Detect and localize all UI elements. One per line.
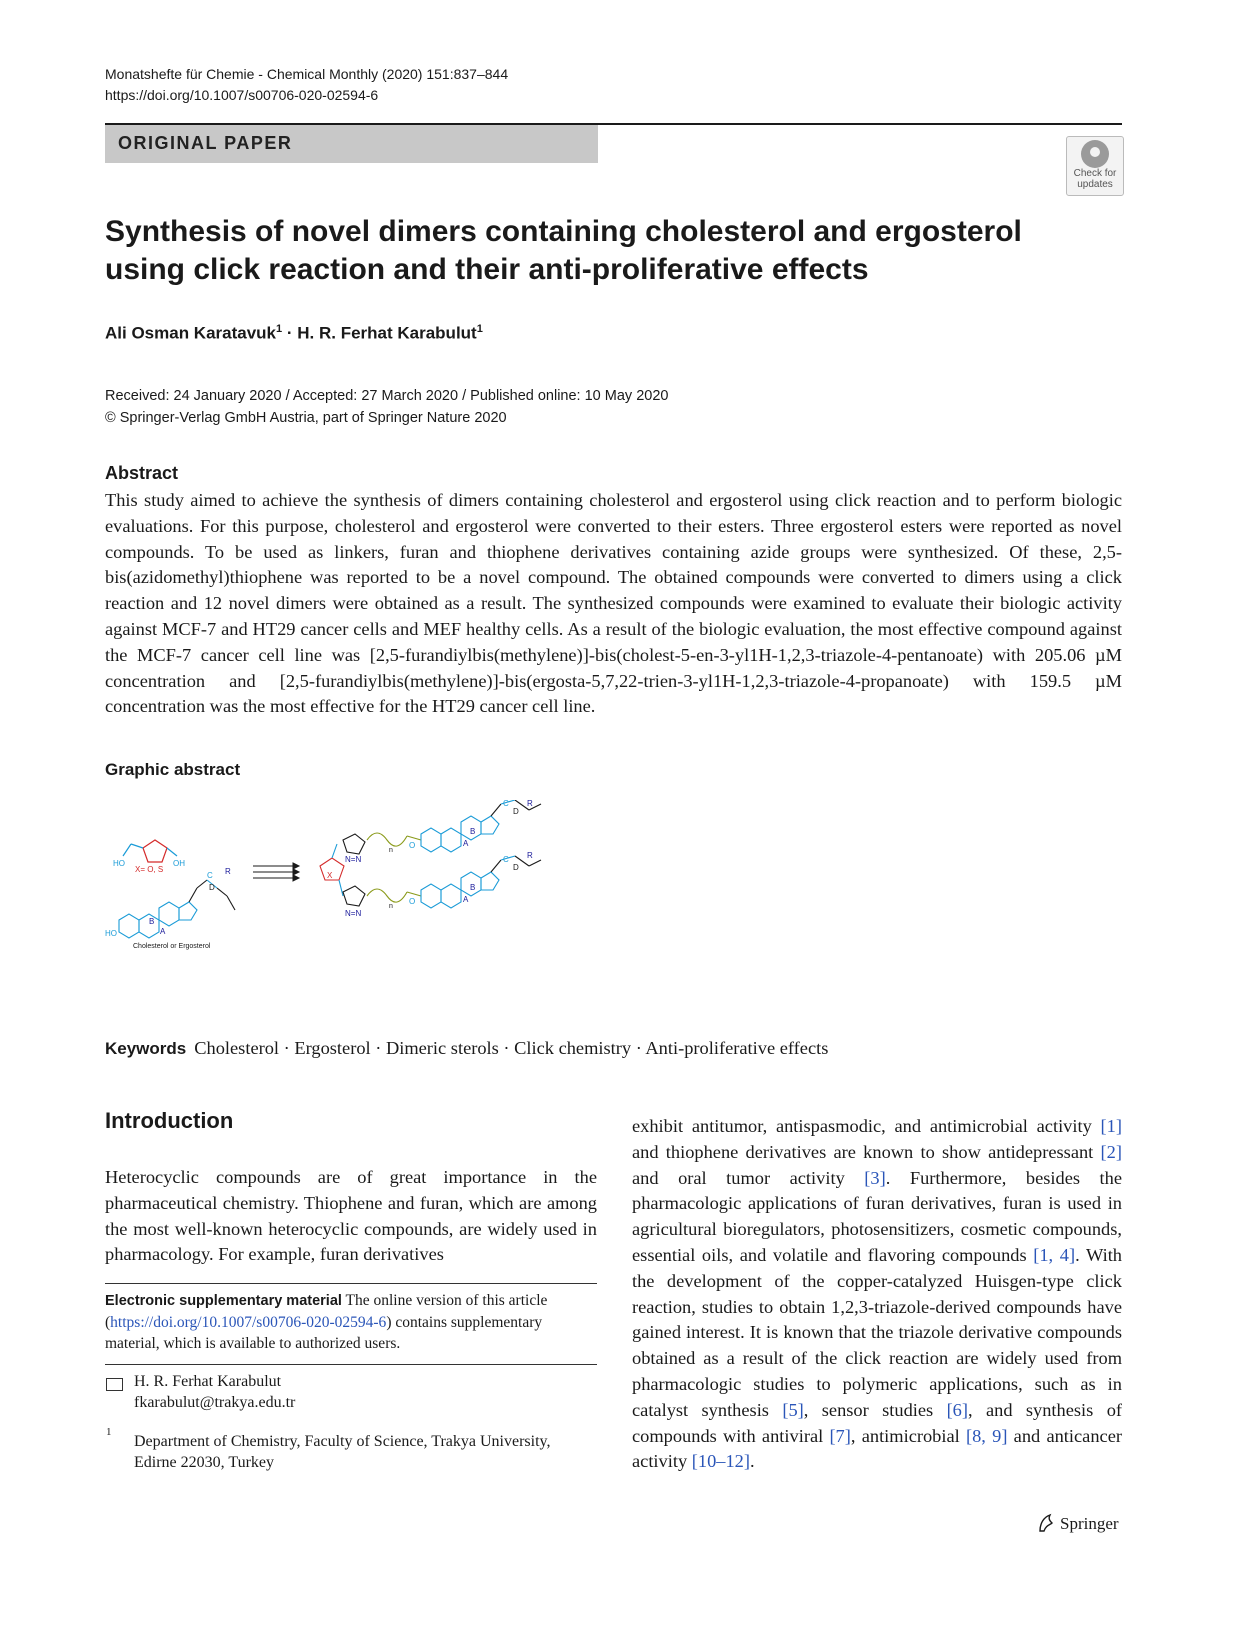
ga-label-oh: OH — [173, 859, 185, 868]
ga-label-c-top: C — [503, 800, 509, 808]
journal-header — [105, 64, 508, 106]
intro-text: . Furthermore, besides the pharmacologic applications of furan derivatives, furan is used in agricultural bioregulators, photosensitizers, cosmetic compounds, essential oils, and volatile and flavoring compounds — [632, 1167, 1122, 1265]
ga-label-ho2: HO — [105, 929, 117, 938]
linker-reactant — [123, 840, 177, 862]
ga-label-ho: HO — [113, 859, 125, 868]
ga-label-r: R — [225, 867, 231, 876]
intro-text: . — [750, 1451, 755, 1472]
ga-label-n-bottom: n — [389, 903, 393, 910]
copyright-line: © Springer-Verlag GmbH Austria, part of Springer Nature 2020 — [105, 410, 507, 426]
ga-label-o-bottom: O — [409, 897, 416, 906]
supplementary-material-note — [105, 1290, 597, 1354]
intro-left-column: Heterocyclic compounds are of great importance in the pharmaceutical chemistry. Thiophene and furan, which are among the most well-known heterocyclic compounds, are widely used in pharmacology. For example, furan derivatives — [105, 1167, 597, 1265]
ga-label-d-bottom: D — [513, 863, 519, 872]
esm-label: Electronic supplementary material — [105, 1293, 342, 1309]
abstract-heading: Abstract — [105, 463, 179, 483]
keywords — [105, 1038, 828, 1059]
check-badge-line-2: updates — [1077, 179, 1113, 190]
esm-text: The online version of this article ( — [105, 1292, 548, 1331]
corresponding-author — [134, 1371, 295, 1413]
footnote-rule — [105, 1364, 597, 1365]
intro-text: exhibit antitumor, antispasmodic, and antimicrobial activity — [632, 1116, 1101, 1136]
citation-link[interactable]: [2] — [1100, 1141, 1122, 1162]
citation-link[interactable]: [5] — [782, 1399, 804, 1420]
keywords-list: Cholesterol · Ergosterol · Dimeric sterols · Click chemistry · Anti-proliferative effects — [194, 1038, 829, 1058]
check-badge-line-1: Check for — [1073, 168, 1117, 179]
intro-text: , antimicrobial — [850, 1425, 966, 1446]
ga-label-a-top: A — [463, 839, 469, 848]
ga-label-r-top: R — [527, 800, 533, 808]
ga-label-d-top: D — [513, 807, 519, 816]
esm-doi-link[interactable]: https://doi.org/10.1007/s00706-020-02594-6 — [110, 1314, 387, 1331]
ga-label-d: D — [209, 883, 215, 892]
abstract-body: This study aimed to achieve the synthesis of dimers containing cholesterol and ergosterol using click reaction and to perform biologic evaluations. For this purpose, cholesterol and ergosterol were converted to their esters. Three ergosterol esters were reported as novel compounds. To be used as linkers, furan and thiophene derivatives containing azide groups were synthesized. Of these, 2,5-bis(azidomethyl)thiophene was reported to be a novel compound. The obtained compounds were converted to dimers using a click reaction and 12 novel dimers were obtained as a result. The synthesized compounds were examined to evaluate their biologic activity against MCF-7 and HT29 cancer cells and MEF healthy cells. As a result of the biologic evaluation, the most effective compound against the MCF-7 cancer cell line was [2,5-furandiylbis(methylene)]-bis(cholest-5-en-3-yl1H-1,2,3-triazole-4-pentanoate) with 205.06 µM concentration and [2,5-furandiylbis(methylene)]-bis(ergosta-5,7,22-trien-3-yl1H-1,2,3-triazole-4-propanoate) with 159.5 µM concentration was the most effective for the HT29 cancer cell line. — [105, 490, 1122, 717]
citation-link[interactable]: [1, 4] — [1033, 1244, 1076, 1265]
citation-link[interactable]: [7] — [829, 1425, 851, 1446]
ga-label-n-top: n — [389, 847, 393, 854]
ga-label-o-top: O — [409, 841, 416, 850]
ga-label-r-bottom: R — [527, 851, 533, 860]
intro-text: and thiophene derivatives are known to show antidepressant — [632, 1141, 1101, 1162]
envelope-icon — [106, 1378, 123, 1391]
ga-label-x: X — [327, 871, 333, 880]
corresponding-author-email[interactable]: fkarabulut@trakya.edu.tr — [134, 1394, 296, 1411]
crossmark-icon — [1081, 140, 1109, 168]
reaction-arrows — [253, 863, 299, 881]
paper-type-label: ORIGINAL PAPER — [118, 133, 293, 153]
affiliation-number: 1 — [106, 1426, 112, 1438]
ga-label-b: B — [149, 917, 155, 926]
ga-label-b-top: B — [470, 827, 476, 836]
graphic-abstract-figure — [105, 800, 585, 990]
ga-label-b-bottom: B — [470, 883, 476, 892]
citation-link[interactable]: [3] — [864, 1167, 886, 1188]
author-name: H. R. Ferhat Karabulut — [297, 323, 477, 343]
journal-citation: Monatshefte für Chemie - Chemical Monthly (2020) 151:837–844 — [105, 66, 509, 82]
check-for-updates-badge[interactable] — [1066, 136, 1124, 196]
corresponding-author-name: H. R. Ferhat Karabulut — [134, 1373, 282, 1390]
intro-text: , sensor studies — [803, 1399, 947, 1420]
springer-horse-icon — [1036, 1513, 1056, 1533]
doi-link[interactable]: https://doi.org/10.1007/s00706-020-02594-6 — [105, 87, 379, 103]
publisher-logo: Springer — [1060, 1514, 1119, 1533]
ga-label-a-bottom: A — [463, 895, 469, 904]
intro-text: . With the development of the copper-catalyzed Huisgen-type click reaction, studies to obtain 1,2,3-triazole-derived compounds have gained interest. It is known that the triazole derivative compounds obtained as a result of the click reaction are widely used from pharmacologic studies to polymeric applications, such as in catalyst synthesis — [632, 1244, 1123, 1420]
dimer-product — [320, 800, 541, 908]
ga-caption: Cholesterol or Ergosterol — [133, 943, 211, 950]
intro-text: , and synthesis of compounds with antiviral — [632, 1399, 1123, 1446]
intro-right-column — [632, 1114, 1122, 1475]
ga-label-nn-top: N=N — [345, 855, 362, 864]
keywords-label: Keywords — [105, 1039, 187, 1058]
ga-label-c: C — [207, 871, 213, 880]
citation-link[interactable]: [10–12] — [691, 1451, 750, 1472]
article-title: Synthesis of novel dimers containing cholesterol and ergosterol using click reaction and their anti-proliferative effects — [105, 215, 1022, 286]
author-name: Ali Osman Karatavuk — [105, 323, 277, 343]
citation-link[interactable]: [6] — [946, 1399, 969, 1420]
ga-label-nn-bottom: N=N — [345, 909, 362, 918]
ga-label-x-os: X= O, S — [135, 865, 164, 874]
sterol-reactant — [119, 880, 235, 938]
ga-label-c-bottom: C — [503, 855, 509, 864]
esm-text: ) contains supplementary material, which is available to authorized users. — [105, 1314, 543, 1352]
footnote-rule — [105, 1283, 597, 1284]
citation-link[interactable]: [1] — [1100, 1116, 1122, 1136]
author-list: Ali Osman Karatavuk$^1$ · H. R. Ferhat Karabulut$^1$ — [105, 323, 483, 343]
graphic-abstract-heading: Graphic abstract — [105, 760, 241, 779]
history-dates: Received: 24 January 2020 / Accepted: 27 March 2020 / Published online: 10 May 2020 — [105, 388, 669, 404]
ga-label-a: A — [160, 927, 166, 936]
author-affiliation-mark: 1 — [276, 323, 283, 335]
affiliation: Department of Chemistry, Faculty of Science, Trakya University, Edirne 22030, Turkey — [134, 1433, 551, 1471]
intro-text: and oral tumor activity — [632, 1167, 865, 1188]
publication-dates — [105, 385, 668, 429]
citation-link[interactable]: [8, 9] — [965, 1425, 1008, 1446]
introduction-heading: Introduction — [105, 1108, 234, 1133]
intro-text: and anticancer activity — [632, 1425, 1122, 1472]
author-affiliation-mark: 1 — [476, 323, 483, 335]
